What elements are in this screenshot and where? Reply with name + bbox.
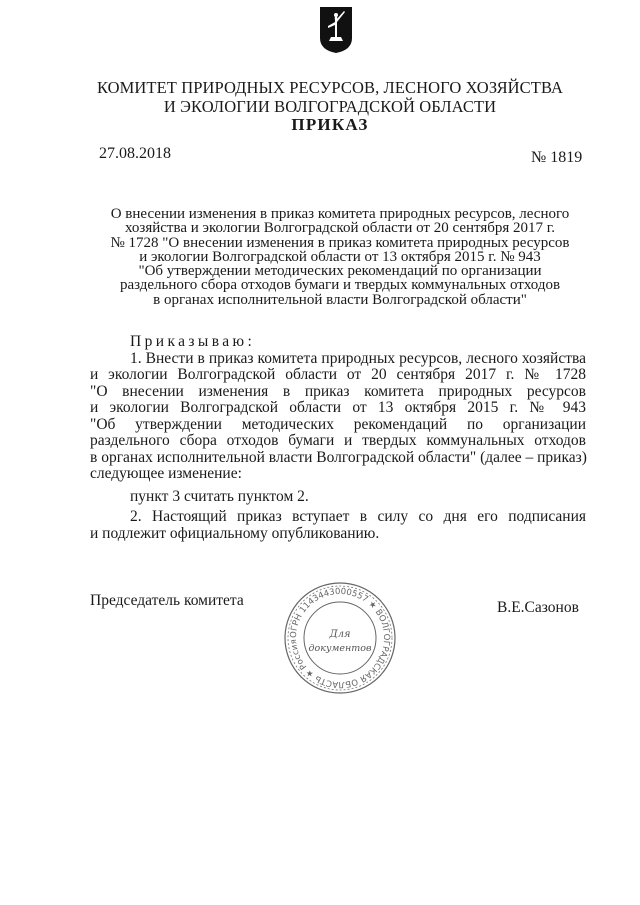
- official-stamp: [282, 580, 398, 696]
- signatory-position: Председатель комитета: [90, 592, 244, 609]
- item2-line: 2. Настоящий приказ вступает в силу со дня его подписания: [130, 508, 586, 525]
- item1-line: "О внесении изменения в приказ комитета природных ресурсов: [90, 383, 586, 400]
- organization-name-line-2: И ЭКОЛОГИИ ВОЛГОГРАДСКОЙ ОБЛАСТИ: [163, 97, 497, 116]
- item1-line: раздельного сбора отходов бумаги и твердых коммунальных отходов: [90, 432, 586, 449]
- document-subject: [100, 207, 580, 307]
- item2-line: и подлежит официальному опубликованию.: [90, 525, 380, 542]
- document-title: ПРИКАЗ: [291, 115, 369, 134]
- coat-of-arms-emblem: [319, 6, 353, 54]
- item1-line: "Об утверждении методических рекомендаций по организации: [90, 416, 586, 433]
- stamp-ring-text: ОГРН 1143443000557 ★ ВОЛГОГРАДСКАЯ ОБЛАСТЬ ★ Россия: [288, 586, 392, 690]
- item1-line: и экологии Волгоградской области от 13 октября 2015 г. № 943: [90, 399, 586, 416]
- item1-point: пункт 3 считать пунктом 2.: [130, 488, 309, 505]
- organization-name-line-1: КОМИТЕТ ПРИРОДНЫХ РЕСУРСОВ, ЛЕСНОГО ХОЗЯЙСТВА: [96, 78, 564, 97]
- subject-line: О внесении изменения в приказ комитета природных ресурсов, лесного: [110, 206, 570, 222]
- item1-line: в органах исполнительной власти Волгоградской области" (далее – приказ): [90, 449, 587, 466]
- document-number: № 1819: [531, 149, 583, 166]
- subject-line: "Об утверждении методических рекомендаций по организации: [138, 263, 542, 280]
- subject-line: № 1728 "О внесении изменения в приказ комитета природных ресурсов: [110, 234, 570, 251]
- subject-line: и экологии Волгоградской области от 13 октября 2015 г. № 943: [139, 248, 541, 265]
- signatory-name: В.Е.Сазонов: [497, 599, 579, 616]
- item1-line: 1. Внести в приказ комитета природных ресурсов, лесного хозяйства: [130, 350, 586, 367]
- item1-line: и экологии Волгоградской области от 20 сентября 2017 г. № 1728: [90, 366, 586, 383]
- subject-line: хозяйства и экологии Волгоградской области от 20 сентября 2017 г.: [124, 220, 556, 237]
- item1-line: следующее изменение:: [90, 465, 242, 482]
- order-word: Приказываю:: [130, 333, 256, 350]
- subject-line: в органах исполнительной власти Волгоградской области": [153, 291, 527, 308]
- subject-line: раздельного сбора отходов бумаги и твердых коммунальных отходов: [119, 277, 561, 294]
- stamp-center-line-2: документов: [308, 643, 372, 654]
- document-date: 27.08.2018: [99, 145, 171, 162]
- stamp-center-line-1: Для: [329, 629, 351, 640]
